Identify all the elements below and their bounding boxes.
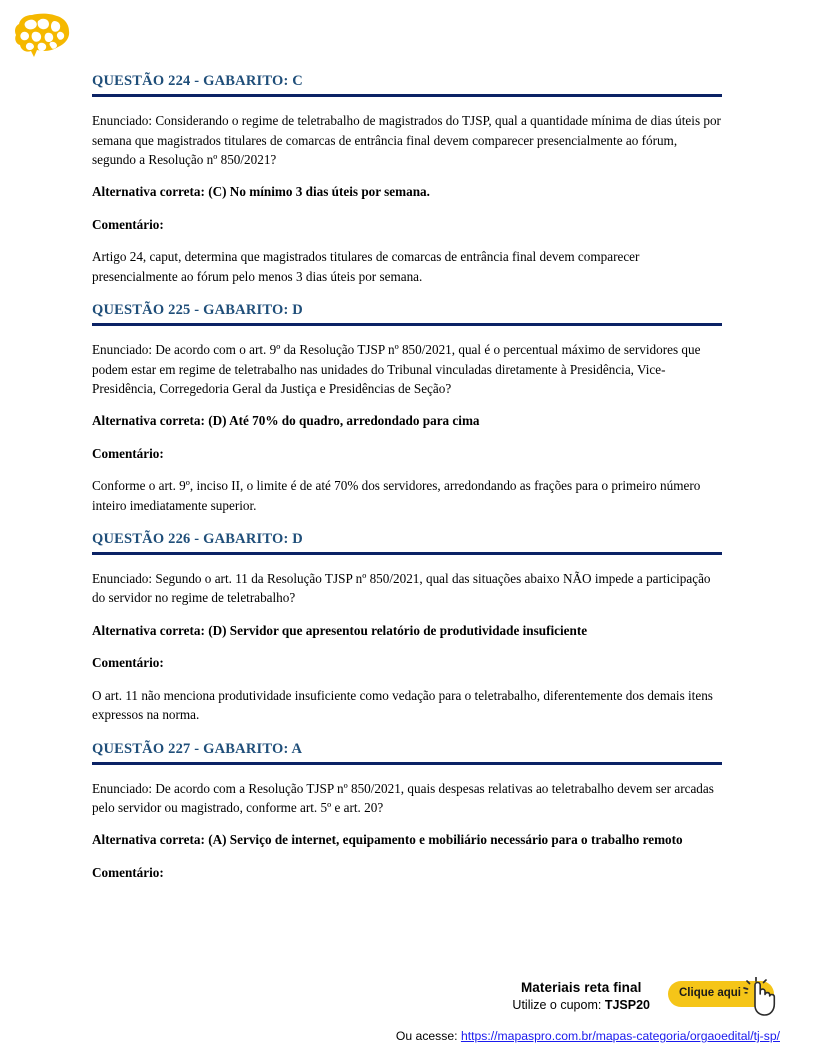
- comment-label: Comentário:: [92, 445, 164, 461]
- comment-label: Comentário:: [92, 216, 164, 232]
- question-comment: O art. 11 não menciona produtividade insuficiente como vedação para o teletrabalho, diferentemente dos demais itens expressos na norma.: [92, 687, 713, 723]
- question-block: [92, 72, 722, 286]
- coupon-line: [512, 997, 650, 1013]
- question-statement: Enunciado: De acordo com o art. 9º da Resolução TJSP nº 850/2021, qual é o percentual máximo de servidores que podem estar em regime de teletrabalho nas unidades do Tribunal vinculadas diretamente à Presidência, Vice-Presidência, Corregedoria Geral da Justiça e Presidências de Seção?: [92, 342, 701, 396]
- comment-label: Comentário:: [92, 864, 164, 880]
- question-comment: Conforme o art. 9º, inciso II, o limite é de até 70% dos servidores, arredondando as frações para o primeiro número inteiro imediatamente superior.: [92, 478, 701, 513]
- clique-aqui-button[interactable]: Clique aqui -: [668, 981, 774, 1007]
- promo-title: Materiais reta final: [520, 980, 642, 996]
- question-heading: QUESTÃO 227 - GABARITO: A: [92, 740, 303, 757]
- coupon-code: TJSP20: [604, 998, 650, 1013]
- question-heading: QUESTÃO 224 - GABARITO: C: [92, 73, 303, 89]
- question-statement: Enunciado: De acordo com a Resolução TJSP nº 850/2021, quais despesas relativas ao teletrabalho devem ser arcadas pelo servidor ou magistrado, conforme art. 5º e art. 20?: [92, 780, 714, 816]
- brain-icon: [14, 12, 72, 58]
- question-answer: Alternativa correta: (D) Até 70% do quadro, arredondado para cima: [92, 413, 480, 429]
- question-heading: QUESTÃO 226 - GABARITO: D: [92, 530, 303, 547]
- question-answer: Alternativa correta: (A) Serviço de internet, equipamento e mobiliário necessário para o trabalho remoto: [92, 832, 683, 848]
- promo-text: [512, 980, 650, 1013]
- heading-divider: [92, 323, 722, 326]
- access-prefix: Ou acesse:: [395, 1029, 461, 1043]
- heading-divider: [92, 762, 722, 765]
- cta-container: [668, 975, 780, 1019]
- comment-label: Comentário:: [92, 655, 164, 671]
- question-statement: Enunciado: Considerando o regime de teletrabalho de magistrados do TJSP, qual a quantidade mínima de dias úteis por semana que magistrados titulares de comarcas de entrância final devem comparecer presencialmente ao fórum, segundo a Resolução nº 850/2021?: [92, 113, 721, 167]
- question-block: [92, 527, 722, 725]
- footer-promo-row: [0, 975, 816, 1019]
- page-footer: [0, 975, 816, 1043]
- question-block: [92, 737, 722, 883]
- coupon-prefix: Utilize o cupom:: [512, 998, 605, 1013]
- question-answer: Alternativa correta: (C) No mínimo 3 dias úteis por semana.: [92, 184, 430, 200]
- question-block: [92, 298, 722, 515]
- heading-divider: [92, 552, 722, 555]
- questions-container: [92, 72, 722, 895]
- question-comment: Artigo 24, caput, determina que magistrados titulares de comarcas de entrância final devem comparecer presencialmente ao fórum pelo menos 3 dias úteis por semana.: [92, 249, 640, 284]
- question-statement: Enunciado: Segundo o art. 11 da Resolução TJSP nº 850/2021, qual das situações abaixo NÃO impede a participação do servidor no regime de teletrabalho?: [92, 571, 711, 606]
- heading-divider: [92, 94, 722, 97]
- mapaspro-link[interactable]: https://mapaspro.com.br/mapas-categoria/orgaoedital/tj-sp/: [460, 1029, 780, 1043]
- question-answer: Alternativa correta: (D) Servidor que apresentou relatório de produtividade insuficiente: [92, 622, 588, 638]
- footer-link-row: [0, 1029, 816, 1043]
- question-heading: QUESTÃO 225 - GABARITO: D: [92, 301, 303, 318]
